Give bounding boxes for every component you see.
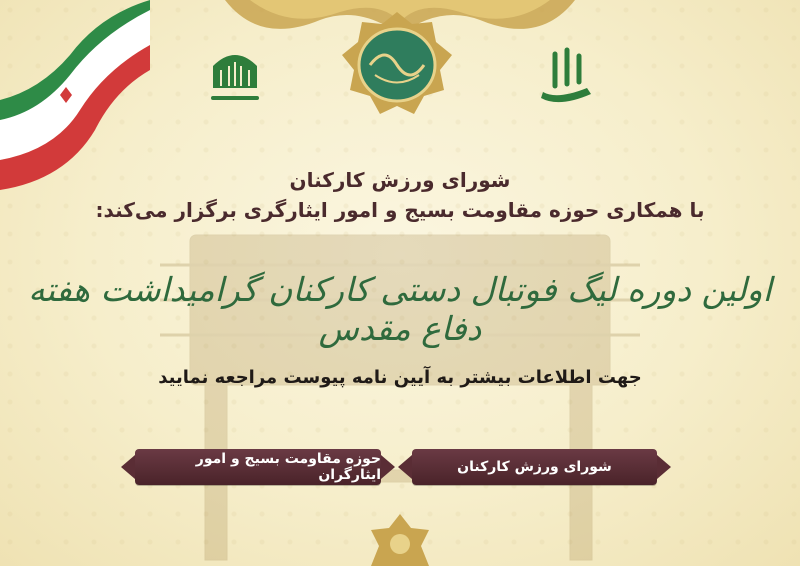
astan-quds-logo-icon [205,40,265,112]
ornament-icon [355,510,445,566]
calligraphy-logo-icon [537,42,597,104]
ribbon-resistance-basij: حوزه مقاومت بسیج و امور ایثارگران [135,449,381,485]
organizer-heading: شورای ورزش کارکنان [289,168,511,192]
event-title: اولین دوره لیگ فوتبال دستی کارکنان گرامیداشت هفته دفاع مقدس [28,270,772,348]
ribbon-sports-council: شورای ورزش کارکنان [412,449,657,485]
iran-flag-icon [0,0,150,190]
shrine-emblem-icon [340,10,455,120]
info-text: جهت اطلاعات بیشتر به آیین نامه پیوست مراجعه نمایید [158,367,642,388]
cooperation-heading: با همکاری حوزه مقاومت بسیج و امور ایثارگری برگزار می‌کند: [95,198,705,222]
